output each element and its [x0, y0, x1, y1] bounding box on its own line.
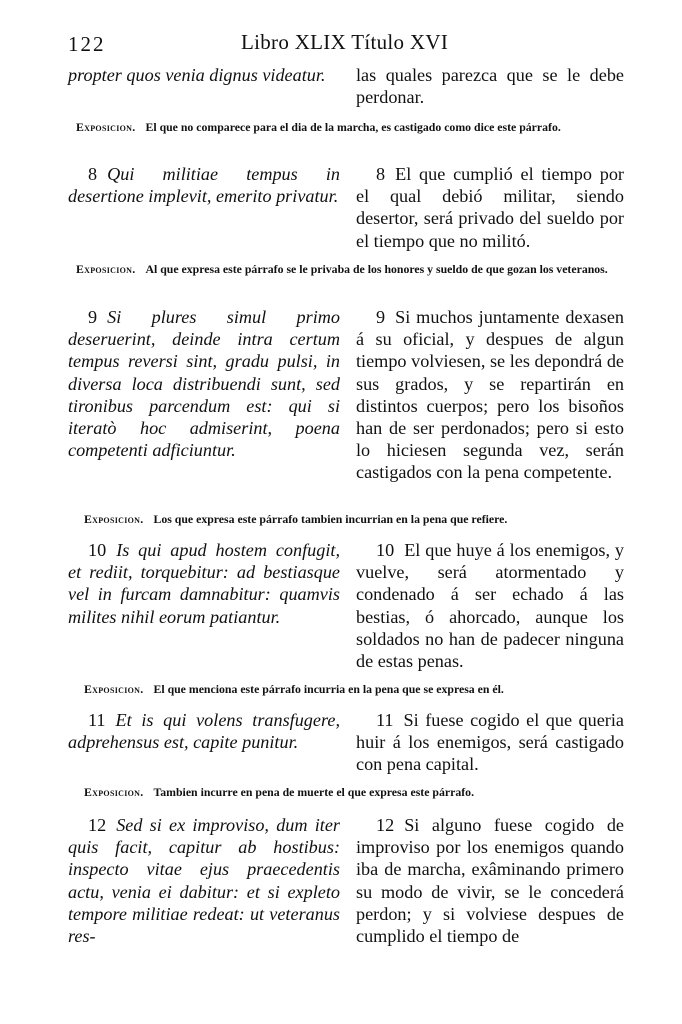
paragraph-number: 10 [88, 540, 107, 560]
latin-text: 11 Et is qui volens transfugere, adprehensus est, capite punitur. [68, 710, 340, 753]
paragraph-number: 8 [88, 164, 98, 184]
exposition-note [84, 512, 628, 527]
exposition-note [76, 262, 628, 277]
exposition-text: Tambien incurre en pena de muerte el que expresa este párrafo. [153, 785, 475, 799]
page-header [68, 30, 628, 60]
exposition-text: El que no comparece para el dia de la marcha, es castigado como dice este párrafo. [145, 120, 561, 134]
paragraph-number: 12 [376, 815, 395, 835]
spanish-text: 11 Si fuese cogido el que queria huir á los enemigos, será castigado con pena capital. [356, 710, 624, 775]
exposition-text: El que menciona este párrafo incurria en la pena que se expresa en él. [153, 682, 504, 696]
paragraph-number: 11 [88, 710, 106, 730]
exposition-label: Exposicion. [76, 120, 136, 134]
exposition-text: Al que expresa este párrafo se le privaba de los honores y sueldo de que gozan los veteranos. [145, 262, 608, 276]
spanish-text: 9 Si muchos juntamente dexasen á su oficial, y despues de algun tiempo volviesen, se les depondrá de sus grados, y se repartirán en distintos cuerpos; pero los bisoños han de ser perdonados; pero si esto lo hiciesen segunda vez, serán castigados con la pena competente. [356, 307, 624, 483]
exposition-label: Exposicion. [84, 682, 144, 696]
exposition-note [76, 120, 628, 135]
paragraph-number: 9 [88, 307, 98, 327]
exposition-note [84, 682, 628, 697]
spanish-text: 10 El que huye á los enemigos, y vuelve, será atormentado y condenado á ser echado á las bestias, ó ahorcado, aunque los soldados no han de padecer ninguna de estas penas. [356, 540, 624, 672]
exposition-label: Exposicion. [84, 512, 144, 526]
paragraph-number: 9 [376, 307, 386, 327]
paragraph-number: 8 [376, 164, 386, 184]
latin-text: 12 Sed si ex improviso, dum iter quis facit, capitur ab hostibus: inspecto vitae ejus praecedentis actu, venia ei dabitur: et si expleto tempore militiae redeat: ut veteranus res- [68, 815, 340, 947]
latin-text: propter quos venia dignus videatur. [68, 65, 326, 85]
exposition-label: Exposicion. [76, 262, 136, 276]
paragraph-number: 11 [376, 710, 394, 730]
running-title: Libro XLIX Título XVI [241, 30, 449, 54]
paragraph-number: 10 [376, 540, 395, 560]
exposition-label: Exposicion. [84, 785, 144, 799]
latin-text: 10 Is qui apud hostem confugit, et rediit, torquebitur: ad bestiasque vel in furcam damnabitur: quamvis milites nihil eorum patiantur. [68, 540, 340, 627]
spanish-text: 12 Si alguno fuese cogido de improviso por los enemigos quando iba de marcha, exâminando primero su modo de vivir, se le concederá perdon; y si volviese despues de cumplido el tiempo de [356, 815, 624, 947]
spanish-text: 8 El que cumplió el tiempo por el qual debió militar, siendo desertor, será privado del sueldo por el tiempo que no militó. [356, 164, 624, 251]
exposition-text: Los que expresa este párrafo tambien incurrian en la pena que refiere. [153, 512, 508, 526]
page-number: 122 [68, 32, 106, 56]
paragraph-number: 12 [88, 815, 107, 835]
latin-text: 9 Si plures simul primo deseruerint, deinde intra certum tempus reversi sint, gradu pulsi, in diversa loca distribuendi sunt, sed tironibus parcendum est: qui si iteratò hoc admiserint, poena competenti adficiuntur. [68, 307, 340, 461]
latin-text: 8 Qui militiae tempus in desertione implevit, emerito privatur. [68, 164, 340, 207]
exposition-note [84, 785, 628, 800]
spanish-text: las quales parezca que se le debe perdonar. [356, 65, 624, 108]
